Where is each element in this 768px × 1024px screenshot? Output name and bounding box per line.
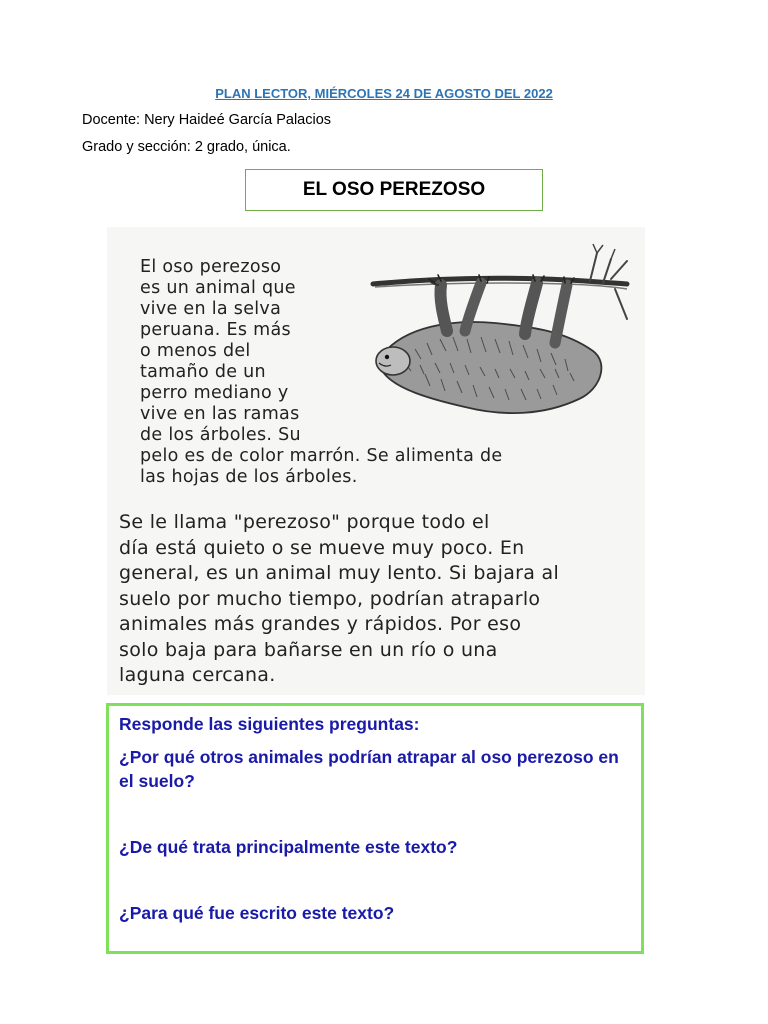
paragraph-1-line: tamaño de un xyxy=(140,362,266,382)
document-header-title: PLAN LECTOR, MIÉRCOLES 24 DE AGOSTO DEL 2022 xyxy=(215,86,553,101)
paragraph-2-line: suelo por mucho tiempo, podrían atraparlo xyxy=(119,587,541,610)
paragraph-1-line: peruana. Es más xyxy=(140,320,291,340)
paragraph-1-line: de los árboles. Su xyxy=(140,425,301,445)
paragraph-2-line: laguna cercana. xyxy=(119,664,276,686)
paragraph-2-line: Se le llama "perezoso" porque todo el xyxy=(119,511,490,533)
question-2: ¿De qué trata principalmente este texto? xyxy=(119,837,458,857)
story-title: EL OSO PEREZOSO xyxy=(302,179,486,200)
paragraph-1-line: o menos del xyxy=(140,341,251,361)
paragraph-2-line: día está quieto o se mueve muy poco. En xyxy=(119,536,525,559)
questions-box xyxy=(106,703,644,954)
paragraph-1-line: las hojas de los árboles. xyxy=(140,467,358,487)
grade-line: Grado y sección: 2 grado, única. xyxy=(82,139,291,155)
paragraph-1-line: El oso perezoso xyxy=(140,257,282,277)
paragraph-1-line: es un animal que xyxy=(140,278,296,298)
sloth-illustration xyxy=(365,239,635,429)
paragraph-1-line: pelo es de color marrón. Se alimenta de xyxy=(140,446,503,466)
question-1: ¿Por qué otros animales podrían atrapar al oso perezoso en el suelo? xyxy=(119,747,619,791)
questions-heading: Responde las siguientes preguntas: xyxy=(119,714,420,734)
paragraph-2 xyxy=(119,510,559,689)
teacher-line: Docente: Nery Haideé García Palacios xyxy=(82,112,332,128)
paragraph-1-line: vive en la selva xyxy=(140,299,282,319)
question-3: ¿Para qué fue escrito este texto? xyxy=(119,903,395,923)
reading-passage xyxy=(107,227,645,695)
paragraph-1-line: vive en las ramas xyxy=(140,404,300,424)
paragraph-2-line: solo baja para bañarse en un río o una xyxy=(119,638,498,661)
story-title-box xyxy=(245,169,543,211)
paragraph-1-line: perro mediano y xyxy=(140,383,289,403)
paragraph-2-line: general, es un animal muy lento. Si bajara al xyxy=(119,562,560,584)
paragraph-2-line: animales más grandes y rápidos. Por eso xyxy=(119,613,522,635)
